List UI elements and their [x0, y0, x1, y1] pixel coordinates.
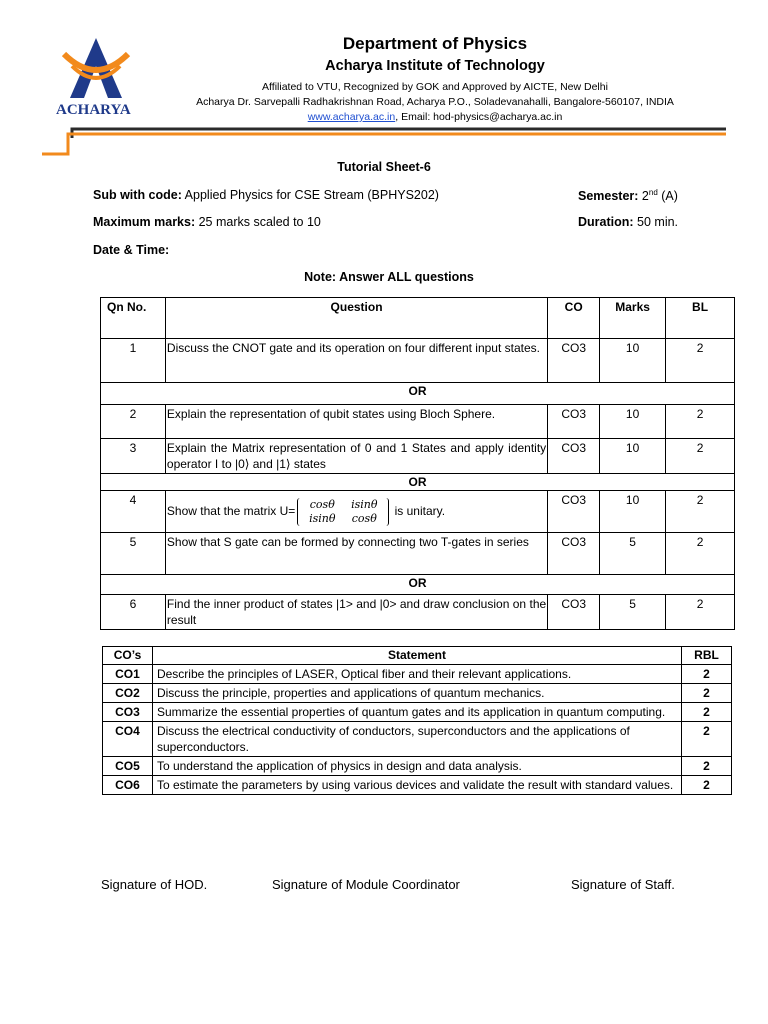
- affiliation-line: Affiliated to VTU, Recognized by GOK and Approved by AICTE, New Delhi: [262, 81, 608, 93]
- question-no: 5: [101, 533, 166, 575]
- address-line: Acharya Dr. Sarvepalli Radhakrishnan Road, Acharya P.O., Soladevanahalli, Bangalore-560107, INDIA: [196, 96, 674, 108]
- outcome-id: CO1: [103, 665, 153, 684]
- question-bl: 2: [666, 533, 735, 575]
- outcome-id: CO3: [103, 703, 153, 722]
- question-no: 2: [101, 405, 166, 439]
- duration-line: [578, 215, 678, 229]
- question-marks: 10: [600, 439, 666, 474]
- or-row: [101, 383, 735, 405]
- or-row: [101, 575, 735, 595]
- question-row: [101, 491, 735, 533]
- question-no: 6: [101, 595, 166, 630]
- header-rule: [42, 126, 726, 158]
- question-text: Explain the Matrix representation of 0 and 1 States and apply identity operator I to |0⟩ and |1⟩ states: [165, 439, 547, 474]
- question-text: Show that S gate can be formed by connecting two T-gates in series: [165, 533, 547, 575]
- outcome-row: [103, 684, 732, 703]
- question-row: [101, 595, 735, 630]
- signature-staff: Signature of Staff.: [571, 877, 675, 892]
- col-rbl: RBL: [682, 647, 732, 665]
- institute-title: Acharya Institute of Technology: [325, 58, 545, 74]
- outcome-row: [103, 776, 732, 795]
- col-qn-no: Qn No.: [101, 298, 166, 339]
- matrix-cell: cosθ: [309, 497, 335, 511]
- outcome-rbl: 2: [682, 665, 732, 684]
- col-co: CO: [548, 298, 600, 339]
- question-text: Explain the representation of qubit states using Bloch Sphere.: [165, 405, 547, 439]
- subject-value: Applied Physics for CSE Stream (BPHYS202): [181, 188, 439, 202]
- contact-line: [150, 111, 720, 123]
- matrix-cell: isinθ: [351, 497, 378, 511]
- semester-value: 2: [638, 189, 649, 204]
- subject-label: Sub with code:: [93, 188, 182, 202]
- questions-table: [100, 297, 735, 630]
- col-co-id: CO’s: [103, 647, 153, 665]
- semester-label: Semester:: [578, 189, 639, 204]
- department-title: Department of Physics: [342, 34, 528, 53]
- outcome-row: [103, 703, 732, 722]
- question-bl: 2: [666, 491, 735, 533]
- email-text: , Email: hod-physics@acharya.ac.in: [395, 111, 563, 123]
- acharya-logo: [52, 36, 152, 122]
- question-no: 3: [101, 439, 166, 474]
- question-marks: 10: [600, 405, 666, 439]
- question-co: CO3: [548, 491, 600, 533]
- col-marks: Marks: [600, 298, 666, 339]
- question-row: [101, 405, 735, 439]
- question-bl: 2: [666, 339, 735, 383]
- question-text-pre: Show that the matrix U=: [166, 503, 296, 518]
- question-text: Find the inner product of states |1> and |0> and draw conclusion on the result: [165, 595, 547, 630]
- question-row: [101, 533, 735, 575]
- outcomes-header-row: [103, 647, 732, 665]
- outcome-statement: Discuss the principle, properties and applications of quantum mechanics.: [152, 684, 681, 703]
- col-statement: Statement: [152, 647, 681, 665]
- outcome-id: CO6: [103, 776, 153, 795]
- question-co: CO3: [548, 533, 600, 575]
- question-co: CO3: [548, 405, 600, 439]
- outcome-id: CO4: [103, 722, 153, 757]
- question-marks: 10: [600, 339, 666, 383]
- question-co: CO3: [548, 595, 600, 630]
- or-row: [101, 474, 735, 491]
- or-label: OR: [101, 575, 735, 595]
- question-marks: 5: [600, 533, 666, 575]
- or-label: OR: [101, 474, 735, 491]
- matrix-cell: isinθ: [309, 511, 336, 525]
- subject-line: [93, 188, 439, 202]
- or-label: OR: [101, 383, 735, 405]
- signature-hod: Signature of HOD.: [101, 877, 208, 892]
- questions-header-row: [101, 298, 735, 339]
- outcome-statement: Discuss the electrical conductivity of conductors, superconductors and the applications of superconductors.: [152, 722, 681, 757]
- question-no: 1: [101, 339, 166, 383]
- question-text: Discuss the CNOT gate and its operation on four different input states.: [165, 339, 547, 383]
- sheet-title: Tutorial Sheet-6: [337, 160, 431, 174]
- question-co: CO3: [548, 339, 600, 383]
- outcome-rbl: 2: [682, 684, 732, 703]
- outcome-statement: To estimate the parameters by using various devices and validate the result with standard values.: [152, 776, 681, 795]
- outcome-rbl: 2: [682, 776, 732, 795]
- outcome-row: [103, 665, 732, 684]
- course-outcomes-table: [102, 646, 732, 795]
- max-marks-value: 25 marks scaled to 10: [195, 215, 321, 229]
- question-row: [101, 439, 735, 474]
- question-text: [165, 491, 547, 533]
- max-marks-label: Maximum marks:: [93, 215, 196, 229]
- col-question: Question: [165, 298, 547, 339]
- outcome-id: CO2: [103, 684, 153, 703]
- outcome-statement: To understand the application of physics in design and data analysis.: [152, 757, 681, 776]
- semester-line: [578, 188, 678, 203]
- signature-coordinator: Signature of Module Coordinator: [272, 877, 460, 892]
- outcome-statement: Describe the principles of LASER, Optical fiber and their relevant applications.: [152, 665, 681, 684]
- outcome-row: [103, 757, 732, 776]
- outcome-statement: Summarize the essential properties of quantum gates and its application in quantum computing.: [152, 703, 681, 722]
- question-no: 4: [101, 491, 166, 533]
- question-bl: 2: [666, 595, 735, 630]
- website-link[interactable]: www.acharya.ac.in: [307, 111, 396, 123]
- question-bl: 2: [666, 439, 735, 474]
- date-time-label: Date & Time:: [93, 243, 170, 257]
- outcome-rbl: 2: [682, 722, 732, 757]
- question-marks: 5: [600, 595, 666, 630]
- logo-text: ACHARYA: [56, 102, 131, 118]
- duration-value: 50 min.: [633, 215, 679, 229]
- semester-suffix: (A): [657, 189, 678, 204]
- question-co: CO3: [548, 439, 600, 474]
- question-marks: 10: [600, 491, 666, 533]
- outcome-row: [103, 722, 732, 757]
- unitary-matrix: [297, 498, 389, 526]
- note: Note: Answer ALL questions: [304, 270, 474, 284]
- col-bl: BL: [666, 298, 735, 339]
- semester-sup: nd: [648, 188, 658, 197]
- max-marks-line: [93, 215, 321, 229]
- outcome-rbl: 2: [682, 703, 732, 722]
- question-text-post: is unitary.: [391, 503, 446, 518]
- question-row: [101, 339, 735, 383]
- duration-label: Duration:: [578, 215, 634, 229]
- outcome-rbl: 2: [682, 757, 732, 776]
- outcome-id: CO5: [103, 757, 153, 776]
- question-bl: 2: [666, 405, 735, 439]
- matrix-cell: cosθ: [351, 511, 377, 525]
